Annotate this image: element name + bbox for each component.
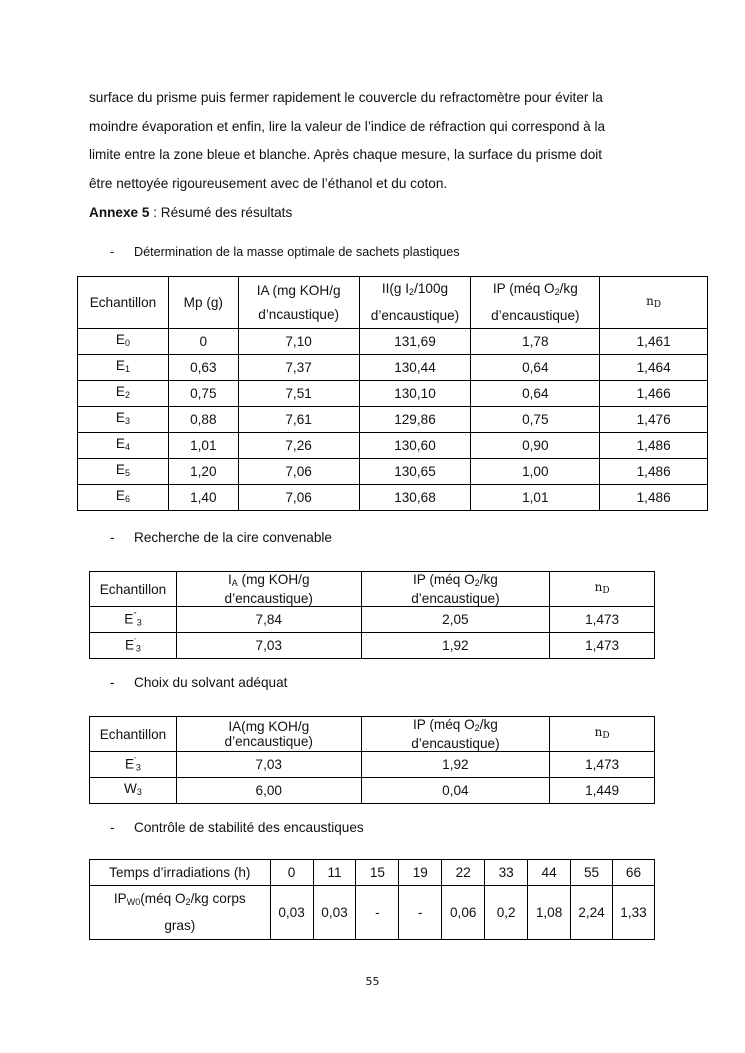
bullet-dash: - [110, 675, 115, 690]
cell-sample: $E_5$ [78, 459, 169, 485]
cell-mp: 0,75 [168, 381, 238, 407]
cell-ip: 1,00 [471, 459, 600, 485]
time-row [90, 860, 655, 886]
table-row [90, 778, 655, 804]
cell-nd: 1,476 [600, 407, 708, 433]
section2-title: Recherche de la cire convenable [134, 530, 332, 545]
col-echantillon: Echantillon [90, 572, 177, 607]
cell-sample: $E_2$ [78, 381, 169, 407]
cell-mp: 1,01 [168, 433, 238, 459]
cell-sample: $E_1$ [78, 355, 169, 381]
annex-label: Annexe 5 [89, 205, 150, 220]
cell-ia: 7,84 [176, 607, 361, 633]
cell-sample: $W_3$ [90, 778, 177, 804]
col-echantillon: Echantillon [78, 277, 169, 329]
cell-nd: 1,473 [550, 607, 655, 633]
cell-ii: 130,44 [359, 355, 471, 381]
bullet-dash: - [110, 530, 115, 545]
solvent-results-table [89, 716, 655, 804]
table-row [78, 355, 708, 381]
time-cell: 66 [612, 860, 654, 886]
col-ip: IP (méq $O_2/kg$ d’encaustique) [471, 277, 600, 329]
wax-results-table [89, 571, 655, 659]
time-cell: 19 [399, 860, 442, 886]
section2-bullet [110, 530, 332, 545]
cell-ip: 1,92 [361, 752, 550, 778]
cell-ia: 7,26 [238, 433, 359, 459]
cell-sample: $E_0$ [78, 329, 169, 355]
cell-sample: $E_3$ [78, 407, 169, 433]
cell-ia: 7,06 [238, 485, 359, 511]
col-ia: IA (mg KOH/g d’ncaustique) [238, 277, 359, 329]
table-row [78, 485, 708, 511]
ip-cell: 2,24 [571, 886, 613, 940]
cell-nd: 1,449 [550, 778, 655, 804]
col-ia: IA(mg KOH/g d’encaustique) [176, 717, 361, 752]
col-nd: $n_D$ [600, 277, 708, 329]
bullet-dash: - [110, 245, 115, 259]
col-mp: Mp (g) [168, 277, 238, 329]
cell-sample: $E^’_3$ [90, 752, 177, 778]
cell-ia: 7,37 [238, 355, 359, 381]
time-cell: 15 [356, 860, 399, 886]
cell-ip: 1,92 [361, 633, 550, 659]
section3-title: Choix du solvant adéquat [134, 675, 288, 690]
time-row-label: Temps d’irradiations (h) [90, 860, 271, 886]
table-row [90, 752, 655, 778]
cell-ia: 6,00 [176, 778, 361, 804]
cell-mp: 1,20 [168, 459, 238, 485]
cell-ia: 7,03 [176, 633, 361, 659]
time-cell: 33 [485, 860, 528, 886]
cell-nd: 1,486 [600, 433, 708, 459]
ip-cell: 0,06 [442, 886, 485, 940]
col-echantillon: Echantillon [90, 717, 177, 752]
section4-bullet [110, 820, 364, 835]
cell-nd: 1,466 [600, 381, 708, 407]
section3-bullet [110, 675, 287, 690]
ip-cell: 0,03 [270, 886, 313, 940]
table-row [90, 607, 655, 633]
col-nd: $n_D$ [550, 717, 655, 752]
cell-ip: 2,05 [361, 607, 550, 633]
cell-ia: 7,51 [238, 381, 359, 407]
cell-nd: 1,464 [600, 355, 708, 381]
section4-title: Contrôle de stabilité des encaustiques [134, 820, 364, 835]
page-number: 55 [365, 975, 380, 988]
annex-title: : Résumé des résultats [149, 205, 293, 220]
cell-ii: 130,68 [359, 485, 471, 511]
cell-ip: 1,01 [471, 485, 600, 511]
col-ip: IP (méq $O_2/kg$ d’encaustique) [361, 572, 550, 607]
body-paragraph [89, 84, 669, 199]
cell-mp: 0,88 [168, 407, 238, 433]
cell-nd: 1,461 [600, 329, 708, 355]
cell-ip: 0,64 [471, 381, 600, 407]
ip-cell: - [356, 886, 399, 940]
mass-results-table [77, 276, 708, 511]
ip-row [90, 886, 655, 940]
col-ia: $I_A$ (mg KOH/g d’encaustique) [176, 572, 361, 607]
cell-sample: $E_6$ [78, 485, 169, 511]
cell-ii: 131,69 [359, 329, 471, 355]
col-ii: II(g $I_2/100g$ d’encaustique) [359, 277, 471, 329]
cell-nd: 1,473 [550, 633, 655, 659]
table-row [78, 329, 708, 355]
ip-cell: 1,08 [528, 886, 571, 940]
cell-ip: 0,64 [471, 355, 600, 381]
table-row [90, 633, 655, 659]
paragraph-line: être nettoyée rigoureusement avec de l’éthanol et du coton. [89, 176, 448, 192]
cell-ii: 129,86 [359, 407, 471, 433]
stability-table [89, 859, 655, 940]
cell-ii: 130,60 [359, 433, 471, 459]
table-header-row [90, 572, 655, 607]
cell-ip: 0,90 [471, 433, 600, 459]
table-row [78, 459, 708, 485]
cell-ip: 0,04 [361, 778, 550, 804]
time-cell: 22 [442, 860, 485, 886]
cell-nd: 1,473 [550, 752, 655, 778]
cell-mp: 0,63 [168, 355, 238, 381]
col-ip: IP (méq $O_2/kg$ d’encaustique) [361, 717, 550, 752]
cell-ia: 7,06 [238, 459, 359, 485]
paragraph-line: limite entre la zone bleue et blanche. Après chaque mesure, la surface du prisme doit [89, 147, 603, 163]
cell-ia: 7,61 [238, 407, 359, 433]
table-row [78, 381, 708, 407]
cell-sample: $E^’_3$ [90, 633, 177, 659]
cell-sample: $E_4$ [78, 433, 169, 459]
table-row [78, 433, 708, 459]
ip-cell: 0,2 [485, 886, 528, 940]
table-header-row [90, 717, 655, 752]
table-row [78, 407, 708, 433]
ip-cell: 0,03 [313, 886, 356, 940]
cell-sample: $E^{’’}_3$ [90, 607, 177, 633]
cell-ii: 130,10 [359, 381, 471, 407]
paragraph-line: moindre évaporation et enfin, lire la valeur de l’indice de réfraction qui correspond à la [89, 118, 606, 134]
annex-heading [89, 205, 292, 220]
cell-mp: 1,40 [168, 485, 238, 511]
table-header-row [78, 277, 708, 329]
time-cell: 0 [270, 860, 313, 886]
cell-ii: 130,65 [359, 459, 471, 485]
cell-mp: 0 [168, 329, 238, 355]
time-cell: 44 [528, 860, 571, 886]
time-cell: 55 [571, 860, 613, 886]
cell-ia: 7,10 [238, 329, 359, 355]
cell-nd: 1,486 [600, 485, 708, 511]
cell-nd: 1,486 [600, 459, 708, 485]
section1-bullet [110, 245, 460, 259]
cell-ia: 7,03 [176, 752, 361, 778]
ip-cell: - [399, 886, 442, 940]
col-nd: $n_D$ [550, 572, 655, 607]
bullet-dash: - [110, 820, 115, 835]
cell-ip: 1,78 [471, 329, 600, 355]
ip-row-label: $IP_{W0}(méq$ $O_2/kg$ corps gras) [90, 886, 271, 940]
cell-ip: 0,75 [471, 407, 600, 433]
time-cell: 11 [313, 860, 356, 886]
section1-title: Détermination de la masse optimale de sachets plastiques [134, 245, 460, 259]
ip-cell: 1,33 [612, 886, 654, 940]
paragraph-line: surface du prisme puis fermer rapidement le couvercle du refractomètre pour éviter la [89, 90, 603, 105]
